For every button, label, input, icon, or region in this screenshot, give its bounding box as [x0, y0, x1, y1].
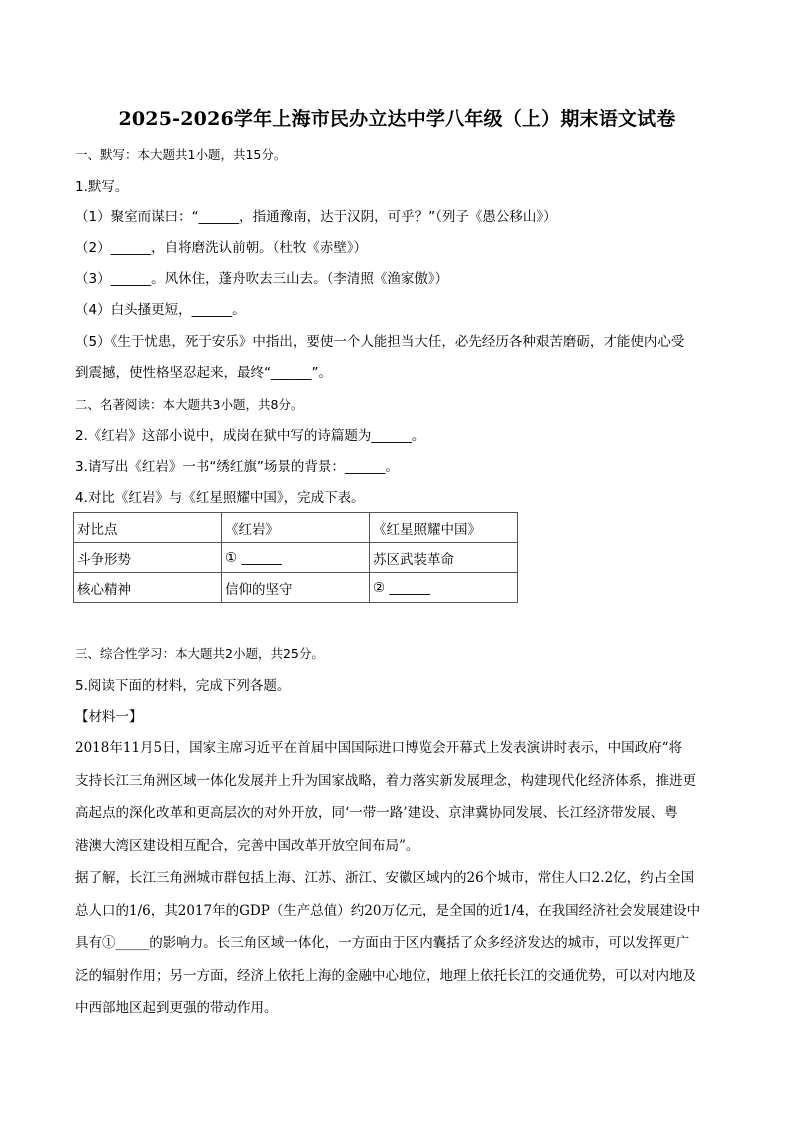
section-heading-1: 一、默写：本大题共1小题，共15分。	[75, 147, 287, 162]
question-1-item-4: （4）白头搔更短，______。	[75, 302, 246, 318]
paragraph-line: 具有①_____的影响力。长三角区域一体化，一方面由于区内囊括了众多经济发达的城市，可以发挥更广	[75, 935, 690, 952]
question-1-item-5-cont: 到震撼，使性格坚忍起来，最终“______”。	[75, 365, 332, 381]
table-cell: ① ______	[222, 543, 370, 573]
material-paragraph-2	[75, 862, 725, 1025]
table-cell: ② ______	[370, 573, 518, 603]
paragraph-line: 泛的辐射作用；另一方面，经济上依托上海的金融中心地位，地理上依托长江的交通优势，可以对内地及	[75, 967, 696, 984]
table-cell: 对比点	[74, 513, 222, 543]
table-row	[74, 543, 518, 573]
table-cell: 《红岩》	[222, 513, 370, 543]
section-heading-2: 二、名著阅读：本大题共3小题，共8分。	[75, 397, 304, 412]
question-4: 4.对比《红岩》与《红星照耀中国》，完成下表。	[75, 490, 365, 506]
material-label: 【材料一】	[75, 709, 143, 725]
question-1-item-2: （2）______，自将磨洗认前朝。（杜牧《赤壁》）	[75, 240, 368, 256]
section-heading-3: 三、综合性学习：本大题共2小题，共25分。	[75, 646, 324, 661]
table-cell: 信仰的坚守	[222, 573, 370, 603]
table-cell: 苏区武装革命	[370, 543, 518, 573]
paragraph-line: 支持长江三角洲区域一体化发展并上升为国家战略，着力落实新发展理念，构建现代化经济体系，推进更	[75, 772, 696, 789]
table-cell: 斗争形势	[74, 543, 222, 573]
table-cell: 核心精神	[74, 573, 222, 603]
page-title: 2025-2026学年上海市民办立达中学八年级（上）期末语文试卷	[118, 108, 676, 130]
paragraph-line: 高起点的深化改革和更高层次的对外开放，同‘一带一路’建设、京津冀协同发展、长江经济带发展、粤	[75, 805, 678, 822]
paragraph-line: 据了解，长江三角洲城市群包括上海、江苏、浙江、安徽区域内的26个城市，常住人口2.2亿，约占全国	[75, 870, 695, 886]
material-paragraph-1	[75, 732, 725, 862]
paragraph-line: 中西部地区起到更强的带动作用。	[75, 1000, 278, 1017]
comparison-table	[73, 512, 518, 603]
table-row	[74, 573, 518, 603]
question-1-item-1: （1）聚室而谋曰：“______，指通豫南，达于汉阴，可乎？”（列子《愚公移山》）	[75, 209, 557, 225]
question-1-item-5: （5）《生于忧患，死于安乐》中指出，要使一个人能担当大任，必先经历各种艰苦磨砺，才能使内心受	[75, 334, 685, 350]
table-row	[74, 513, 518, 543]
paragraph-line: 2018年11月5日，国家主席习近平在首届中国国际进口博览会开幕式上发表演讲时表示，中国政府“将	[75, 740, 683, 756]
question-5: 5.阅读下面的材料，完成下列各题。	[75, 678, 291, 694]
question-1: 1.默写。	[75, 179, 129, 195]
table-cell: 《红星照耀中国》	[370, 513, 518, 543]
paragraph-line: 总人口的1/6，其2017年的GDP（生产总值）约20万亿元，是全国的近1/4，在我国经济社会发展建设中	[75, 902, 701, 919]
question-2: 2.《红岩》这部小说中，成岗在狱中写的诗篇题为______。	[75, 428, 426, 444]
paragraph-line: 港澳大湾区建设相互配合，完善中国改革开放空间布局”。	[75, 837, 420, 854]
question-3: 3.请写出《红岩》一书“绣红旗”场景的背景：______。	[75, 459, 399, 475]
question-1-item-3: （3）______。风休住，蓬舟吹去三山去。（李清照《渔家傲》）	[75, 271, 449, 287]
